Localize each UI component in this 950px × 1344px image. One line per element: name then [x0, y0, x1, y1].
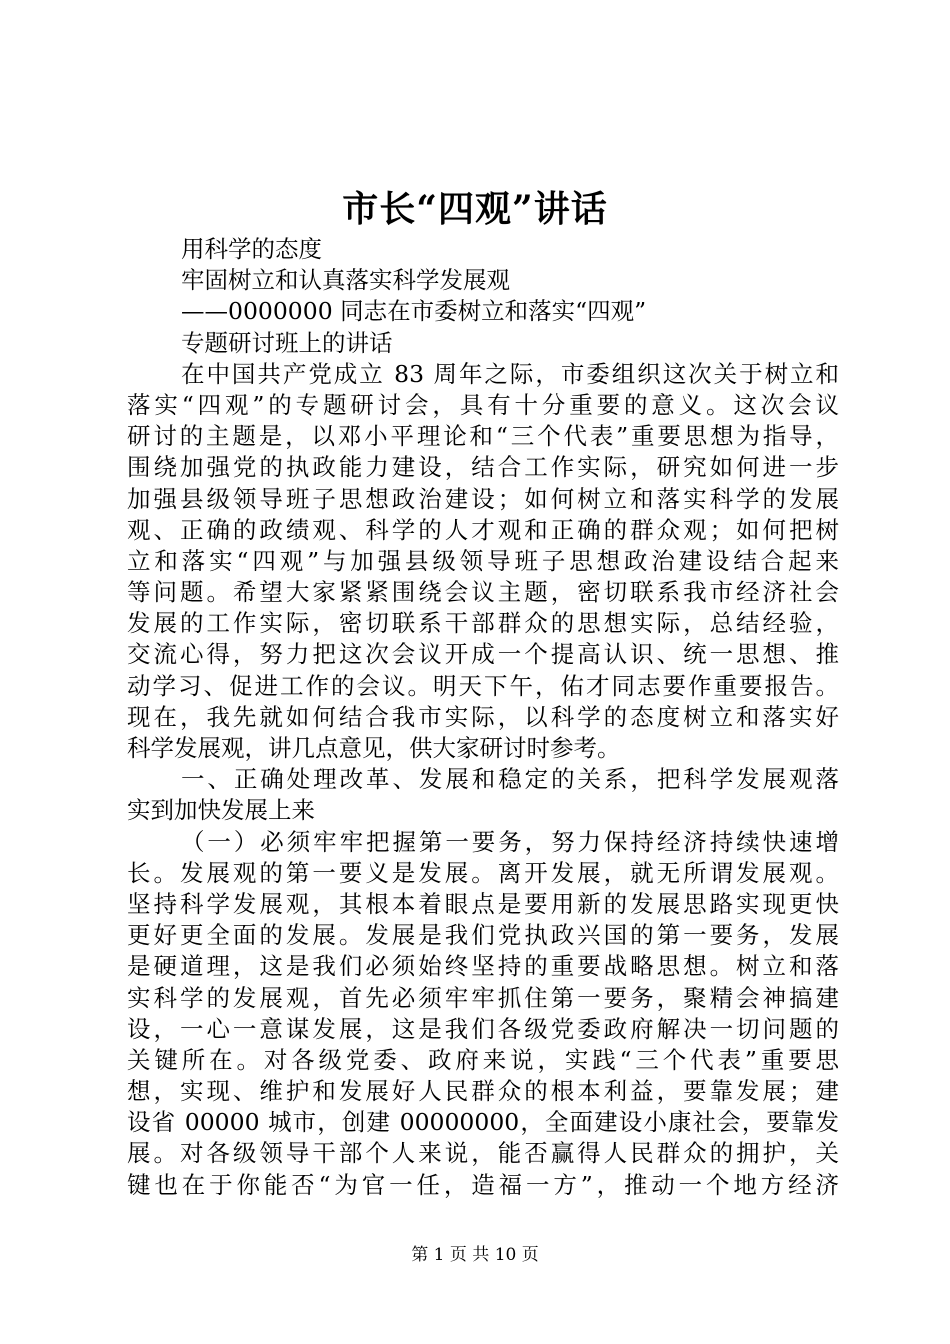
- text-line: 发展的工作实际，密切联系干部群众的思想实际，总结经验，: [127, 609, 839, 638]
- text-line: 一、正确处理改革、发展和稳定的关系，把科学发展观落: [181, 765, 839, 794]
- text-line: 实到加快发展上来: [127, 796, 315, 825]
- document-body: [127, 234, 839, 1201]
- text-line: 键也在于你能否“为官一任，造福一方”，推动一个地方经济: [127, 1170, 839, 1199]
- text-line: 牢固树立和认真落实科学发展观: [181, 266, 510, 295]
- text-line: 坚持科学发展观，其根本着眼点是要用新的发展思路实现更快: [127, 889, 839, 918]
- text-line: 设，一心一意谋发展，这是我们各级党委政府解决一切问题的: [127, 1014, 839, 1043]
- text-line: 是硬道理，这是我们必须始终坚持的重要战略思想。树立和落: [127, 952, 839, 981]
- page-footer: 第 1 页 共 10 页: [411, 1245, 539, 1265]
- text-line: 动学习、促进工作的会议。明天下午，佑才同志要作重要报告。: [127, 671, 839, 700]
- text-line: 现在，我先就如何结合我市实际，以科学的态度树立和落实好: [127, 702, 839, 731]
- text-line: 在中国共产党成立 83 周年之际，市委组织这次关于树立和: [181, 359, 839, 388]
- text-line: 关键所在。对各级党委、政府来说，实践“三个代表”重要思: [127, 1045, 839, 1074]
- document-title: 市长“四观”讲话: [342, 188, 608, 230]
- text-line: 长。发展观的第一要义是发展。离开发展，就无所谓发展观。: [127, 858, 839, 887]
- text-line: 观、正确的政绩观、科学的人才观和正确的群众观；如何把树: [127, 515, 839, 544]
- text-line: 加强县级领导班子思想政治建设；如何树立和落实科学的发展: [127, 484, 839, 513]
- text-line: 想，实现、维护和发展好人民群众的根本利益，要靠发展；建: [127, 1077, 839, 1106]
- text-line: （一）必须牢牢把握第一要务，努力保持经济持续快速增: [181, 827, 839, 856]
- text-line: 落实“四观”的专题研讨会，具有十分重要的意义。这次会议: [127, 390, 839, 419]
- text-line: 更好更全面的发展。发展是我们党执政兴国的第一要务，发展: [127, 921, 839, 950]
- text-line: ——0000000 同志在市委树立和落实“四观”: [181, 297, 647, 326]
- text-line: 立和落实“四观”与加强县级领导班子思想政治建设结合起来: [127, 546, 839, 575]
- text-line: 研讨的主题是，以邓小平理论和“三个代表”重要思想为指导，: [127, 422, 839, 451]
- text-line: 实科学的发展观，首先必须牢牢抓住第一要务，聚精会神搞建: [127, 983, 839, 1012]
- text-line: 展。对各级领导干部个人来说，能否赢得人民群众的拥护，关: [127, 1139, 839, 1168]
- text-line: 等问题。希望大家紧紧围绕会议主题，密切联系我市经济社会: [127, 578, 839, 607]
- text-line: 交流心得，努力把这次会议开成一个提高认识、统一思想、推: [127, 640, 839, 669]
- text-line: 科学发展观，讲几点意见，供大家研讨时参考。: [127, 734, 621, 762]
- text-line: 用科学的态度: [181, 235, 322, 263]
- text-line: 专题研讨班上的讲话: [181, 328, 393, 357]
- text-line: 围绕加强党的执政能力建设，结合工作实际，研究如何进一步: [127, 453, 839, 482]
- text-line: 设省 00000 城市，创建 00000000，全面建设小康社会，要靠发: [127, 1108, 839, 1137]
